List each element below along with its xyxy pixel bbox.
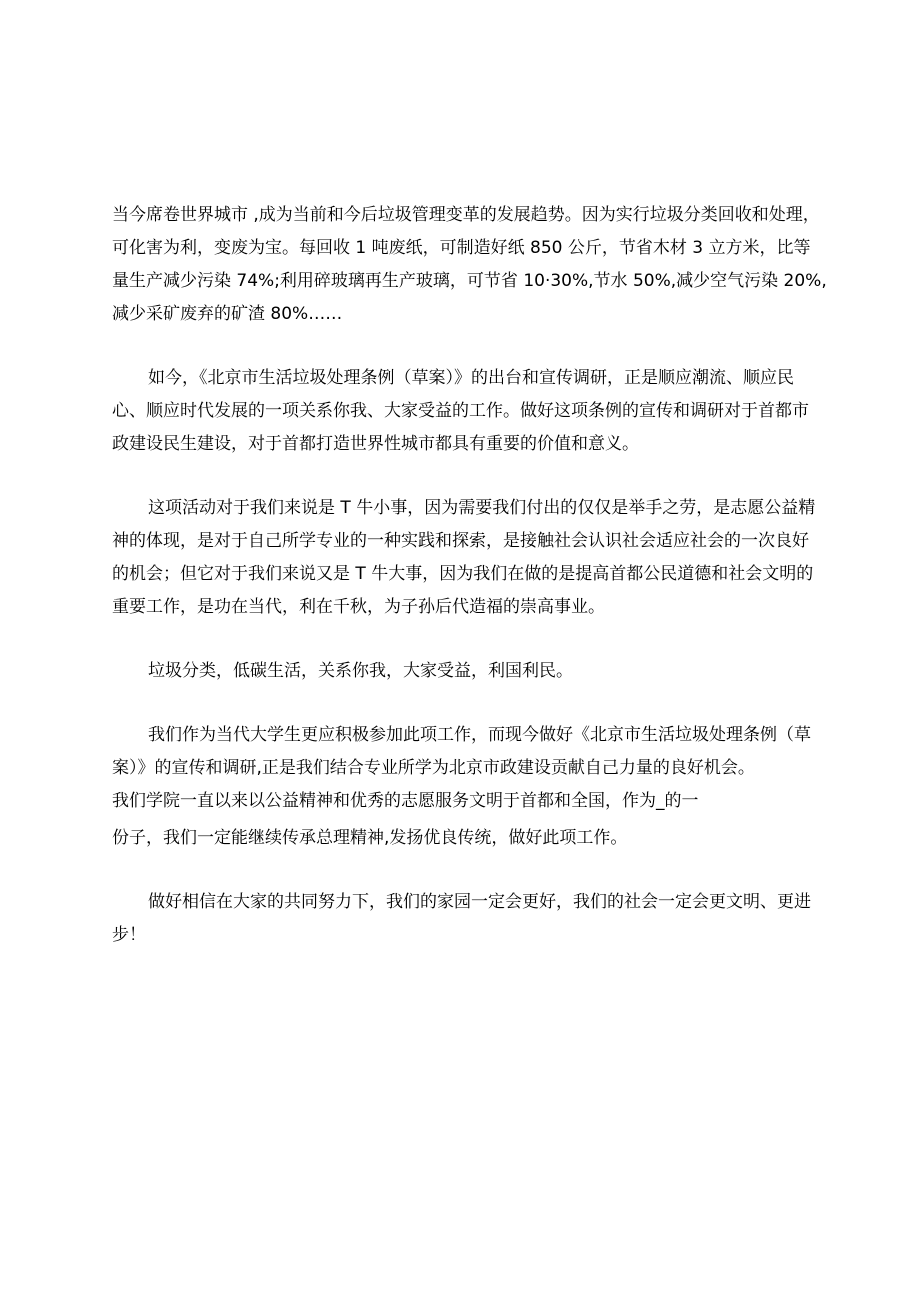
paragraph-6 [112,785,812,855]
text-line: 可化害为利，变废为宝。每回收 1 吨废纸，可制造好纸 850 公斤，节省木材 3 立方米，比等 [112,238,811,258]
paragraph-3 [112,492,816,624]
text-line: 当今席卷世界城市 ,成为当前和今后垃圾管理变革的发展趋势。因为实行垃圾分类回收和处理， [112,205,820,225]
text-line: 量生产减少污染 74%;利用碎玻璃再生产玻璃，可节省 10·30%,节水 50%,减少空气污染 20%, [112,271,827,291]
text-line: 做好相信在大家的共同努力下，我们的家园一定会更好，我们的社会一定会更文明、更进 [148,892,811,912]
document-body [112,199,827,983]
text-line: 这项活动对于我们来说是 T 牛小事，因为需要我们付出的仅仅是举手之劳，是志愿公益精 [148,498,816,518]
text-line: 神的体现，是对于自己所学专业的一种实践和探索，是接触社会认识社会适应社会的一次良好 [112,531,809,551]
text-line: 政建设民生建设，对于首都打造世界性城市都具有重要的价值和意义。 [112,434,639,454]
paragraph-4 [112,655,812,688]
paragraph-7 [112,886,812,952]
paragraph-5 [112,719,812,785]
text-line: 步！ [112,925,146,945]
text-line: 重要工作，是功在当代，利在千秋，为子孙后代造福的崇高事业。 [112,597,605,617]
text-line: 份子，我们一定能继续传承总理精神,发扬优良传统，做好此项工作。 [112,828,628,848]
paragraph-1 [112,199,827,331]
text-line: 如今，《北京市生活垃圾处理条例（草案）》的出台和宣传调研，正是顺应潮流、顺应民 [148,368,794,388]
text-line: 垃圾分类，低碳生活，关系你我，大家受益，利国利民。 [148,661,573,681]
text-line: 心、顺应时代发展的一项关系你我、大家受益的工作。做好这项条例的宣传和调研对于首都市 [112,401,809,421]
text-line: 减少采矿废弃的矿渣 80%…… [112,304,343,324]
text-line: 我们作为当代大学生更应积极参加此项工作，而现今做好《北京市生活垃圾处理条例（草 [148,725,811,745]
paragraph-2 [112,362,812,461]
text-line: 案）》的宣传和调研,正是我们结合专业所学为北京市政建设贡献自己力量的良好机会。 [112,758,755,778]
text-line: 我们学院一直以来以公益精神和优秀的志愿服务文明于首都和全国，作为_的一 [112,791,699,811]
text-line: 的机会；但它对于我们来说又是 T 牛大事，因为我们在做的是提高首都公民道德和社会文明的 [112,564,814,584]
